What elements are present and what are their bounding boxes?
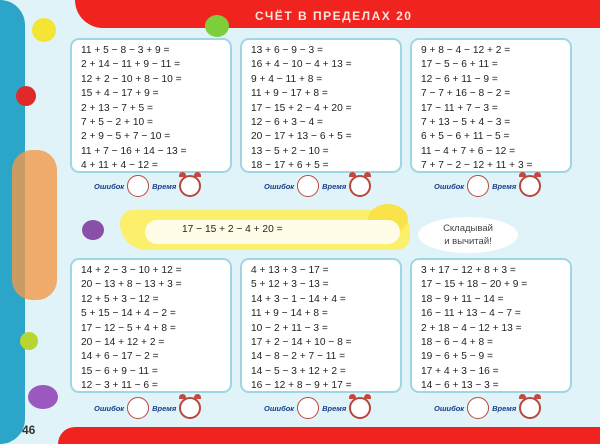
bubble-line-1: Складывай bbox=[443, 223, 493, 234]
speech-bubble bbox=[418, 217, 518, 253]
exercise-line: 17 − 11 + 7 − 3 = bbox=[421, 102, 498, 114]
exercise-line: 12 − 3 + 11 − 6 = bbox=[81, 380, 158, 392]
exercise-line: 15 + 4 − 17 + 9 = bbox=[81, 88, 159, 100]
exercise-line: 11 + 9 − 17 + 8 = bbox=[251, 88, 328, 100]
red-splash-icon bbox=[16, 86, 36, 106]
exercise-line: 12 − 6 + 3 − 4 = bbox=[251, 117, 323, 129]
errors-label: Ошибок bbox=[434, 181, 465, 191]
exercise-line: 17 − 12 − 5 + 4 + 8 = bbox=[81, 322, 176, 334]
exercise-line: 18 − 9 + 11 − 14 = bbox=[421, 293, 504, 305]
exercise-line: 17 − 15 + 2 − 4 + 20 = bbox=[251, 102, 352, 114]
exercise-line: 14 − 6 + 13 − 3 = bbox=[421, 380, 499, 392]
exercise-line: 17 − 5 − 6 + 11 = bbox=[421, 59, 498, 71]
exercise-line: 2 + 13 − 7 + 5 = bbox=[81, 102, 153, 114]
green-splash-icon bbox=[20, 332, 38, 350]
exercise-box bbox=[410, 38, 572, 173]
exercise-line: 5 + 12 + 3 − 13 = bbox=[251, 279, 329, 291]
exercise-line: 17 + 2 − 14 + 10 − 8 = bbox=[251, 337, 352, 349]
errors-circle[interactable] bbox=[127, 175, 149, 197]
exercise-line: 17 − 15 + 18 − 20 + 9 = bbox=[421, 279, 528, 291]
alarm-clock-icon[interactable] bbox=[519, 397, 541, 419]
errors-label: Ошибок bbox=[264, 181, 295, 191]
alarm-clock-icon[interactable] bbox=[179, 175, 201, 197]
exercise-line: 11 + 7 − 16 + 14 − 13 = bbox=[81, 145, 187, 157]
exercise-line: 4 + 11 + 4 − 12 = bbox=[81, 160, 158, 172]
girl-illustration bbox=[12, 150, 57, 300]
exercise-line: 10 − 2 + 11 − 3 = bbox=[251, 322, 328, 334]
exercise-line: 3 + 17 − 12 + 8 + 3 = bbox=[421, 265, 516, 276]
score-row bbox=[264, 175, 371, 197]
exercise-line: 12 + 2 − 10 + 8 − 10 = bbox=[81, 73, 182, 85]
exercise-line: 18 − 17 + 6 + 5 = bbox=[251, 160, 329, 172]
exercise-line: 17 + 4 + 3 − 16 = bbox=[421, 365, 499, 377]
exercise-line: 2 + 14 − 11 + 9 − 11 = bbox=[81, 59, 181, 71]
exercise-line: 6 + 5 − 6 + 11 − 5 = bbox=[421, 131, 510, 143]
exercise-line: 7 − 7 + 16 − 8 − 2 = bbox=[421, 88, 511, 100]
exercise-line: 14 + 3 − 1 − 14 + 4 = bbox=[251, 293, 346, 305]
exercise-line: 9 + 8 − 4 − 12 + 2 = bbox=[421, 45, 511, 56]
exercise-line: 14 + 2 − 3 − 10 + 12 = bbox=[81, 265, 182, 276]
footer-bar bbox=[58, 427, 600, 444]
purple-bird-icon bbox=[28, 385, 58, 409]
score-row bbox=[264, 397, 371, 419]
exercise-line: 14 − 8 − 2 + 7 − 11 = bbox=[251, 351, 346, 363]
exercise-line: 20 − 14 + 12 + 2 = bbox=[81, 337, 165, 349]
exercise-line: 20 − 13 + 8 − 13 + 3 = bbox=[81, 279, 182, 291]
errors-circle[interactable] bbox=[467, 175, 489, 197]
exercise-line: 19 − 6 + 5 − 9 = bbox=[421, 351, 493, 363]
time-label: Время bbox=[322, 403, 347, 413]
alarm-clock-icon[interactable] bbox=[349, 397, 371, 419]
score-row bbox=[94, 175, 201, 197]
exercise-line: 14 − 5 − 3 + 12 + 2 = bbox=[251, 365, 346, 377]
exercise-line: 16 + 4 − 10 − 4 + 13 = bbox=[251, 59, 352, 71]
alarm-clock-icon[interactable] bbox=[349, 175, 371, 197]
page-title: СЧЁТ В ПРЕДЕЛАХ 20 bbox=[255, 9, 413, 23]
exercise-box bbox=[240, 258, 402, 393]
exercise-line: 15 − 6 + 9 − 11 = bbox=[81, 365, 158, 377]
score-row bbox=[94, 397, 201, 419]
errors-circle[interactable] bbox=[297, 175, 319, 197]
exercise-line: 11 + 9 − 14 + 8 = bbox=[251, 308, 328, 320]
page-number: 46 bbox=[22, 423, 36, 437]
errors-label: Ошибок bbox=[434, 403, 465, 413]
green-bird-icon bbox=[205, 15, 229, 37]
exercise-line: 11 − 4 + 7 + 6 − 12 = bbox=[421, 145, 516, 157]
exercise-line: 13 + 6 − 9 − 3 = bbox=[251, 45, 323, 56]
exercise-line: 11 + 5 − 8 − 3 + 9 = bbox=[81, 45, 170, 56]
exercise-box bbox=[70, 258, 232, 393]
exercise-line: 2 + 18 − 4 − 12 + 13 = bbox=[421, 322, 522, 334]
errors-circle[interactable] bbox=[467, 397, 489, 419]
exercise-line: 4 + 13 + 3 − 17 = bbox=[251, 265, 329, 276]
exercise-line: 14 + 6 − 17 − 2 = bbox=[81, 351, 159, 363]
exercise-box bbox=[410, 258, 572, 393]
time-label: Время bbox=[152, 403, 177, 413]
yellow-bird-icon bbox=[32, 18, 56, 42]
exercise-box bbox=[70, 38, 232, 173]
exercise-box bbox=[240, 38, 402, 173]
alarm-clock-icon[interactable] bbox=[519, 175, 541, 197]
exercise-line: 20 − 17 + 13 − 6 + 5 = bbox=[251, 131, 352, 143]
ladybug-icon bbox=[82, 220, 104, 240]
exercise-line: 7 + 13 − 5 + 4 − 3 = bbox=[421, 117, 511, 129]
score-row bbox=[434, 175, 541, 197]
alarm-clock-icon[interactable] bbox=[179, 397, 201, 419]
time-label: Время bbox=[492, 181, 517, 191]
exercise-line: 9 + 4 − 11 + 8 = bbox=[251, 73, 323, 85]
time-label: Время bbox=[492, 403, 517, 413]
errors-label: Ошибок bbox=[94, 181, 125, 191]
errors-circle[interactable] bbox=[127, 397, 149, 419]
exercise-line: 12 − 6 + 11 − 9 = bbox=[421, 73, 498, 85]
exercise-line: 2 + 9 − 5 + 7 − 10 = bbox=[81, 131, 171, 143]
errors-label: Ошибок bbox=[94, 403, 125, 413]
score-row bbox=[434, 397, 541, 419]
time-label: Время bbox=[152, 181, 177, 191]
exercise-line: 16 − 11 + 13 − 4 − 7 = bbox=[421, 308, 521, 320]
exercise-line: 7 + 5 − 2 + 10 = bbox=[81, 117, 153, 129]
bubble-line-2: и вычитай! bbox=[444, 236, 492, 247]
exercise-line: 7 + 7 − 2 − 12 + 11 + 3 = bbox=[421, 160, 533, 172]
time-label: Время bbox=[322, 181, 347, 191]
exercise-line: 18 − 6 − 4 + 8 = bbox=[421, 337, 493, 349]
exercise-line: 13 − 5 + 2 − 10 = bbox=[251, 145, 329, 157]
errors-label: Ошибок bbox=[264, 403, 295, 413]
errors-circle[interactable] bbox=[297, 397, 319, 419]
exercise-line: 12 + 5 + 3 − 12 = bbox=[81, 293, 159, 305]
snake-expression: 17 − 15 + 2 − 4 + 20 = bbox=[182, 224, 283, 235]
exercise-line: 5 + 15 − 14 + 4 − 2 = bbox=[81, 308, 176, 320]
exercise-line: 16 − 12 + 8 − 9 + 17 = bbox=[251, 380, 352, 392]
